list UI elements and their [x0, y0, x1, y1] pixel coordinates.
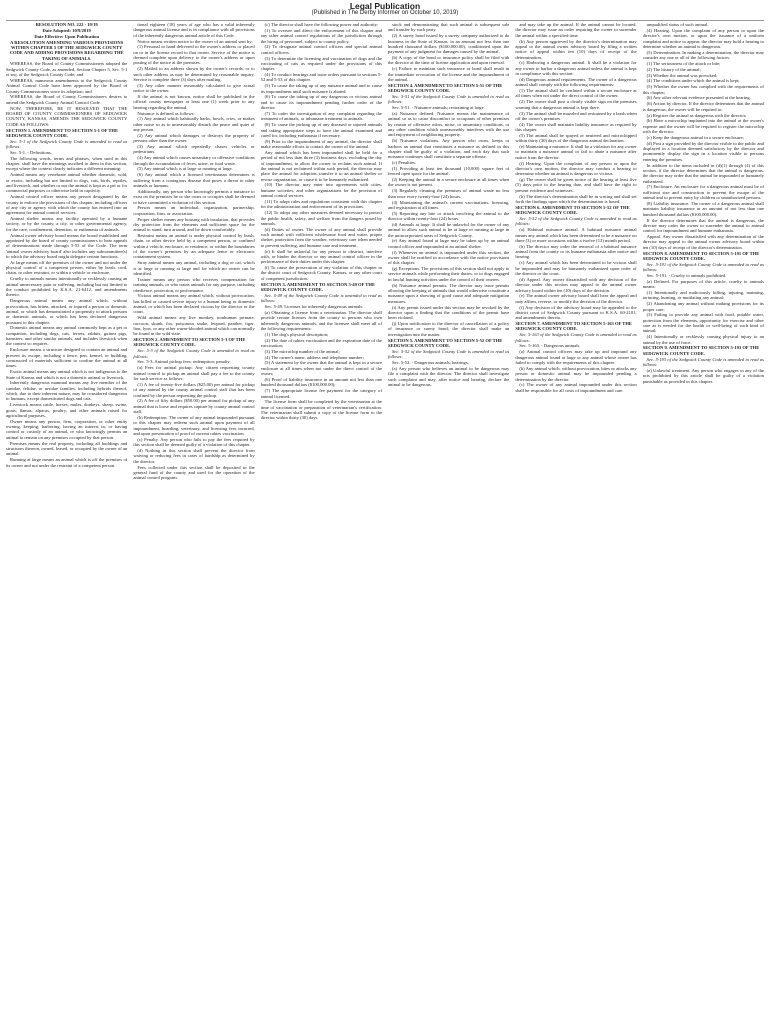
legal-paragraph: Animal control officer means any person designated by the county to enforce the provisions of this chapter, including officers of any city or agency with which the county has entered into an agreement for animal control services.	[6, 194, 128, 216]
legal-paragraph: (a) Nuisance defined. Nuisance means the maintenance of animal so as to cause discomfort to occupants of other premises by reason of offensive odors, noise, or unsanitary conditions, or any other condition which unreasonably interferes with the use and enjoyment of neighboring property.	[387, 111, 510, 138]
legal-paragraph: (9) Prior to the impoundment of any animal, the director shall make reasonable efforts to contact the owner of the animal.	[260, 138, 382, 150]
legal-paragraph: Sec. 5-1 of the Sedgwick County Code is amended to read as follows:	[6, 138, 128, 150]
legal-paragraph: (1) The seriousness of the attack or bite;	[646, 60, 721, 66]
legal-paragraph: (h) Nuisance animal permits. The director may issue permits allowing the keeping of animals that would otherwise constitute a nuisance upon a showing of good cause and adequate mitigation measures.	[387, 282, 510, 304]
legal-paragraph: (b) Have a microchip implanted into the animal at the owner's expense and the owner will be required to register the microchip with the director;	[642, 118, 764, 135]
section-heading: Date Adopted: 10/9/2019	[42, 27, 91, 33]
legal-paragraph: (3) Regularly cleaning the premises of animal waste no less than once every twenty-four (24) hours.	[387, 188, 510, 199]
legal-paragraph: (c) Penalties.	[391, 160, 416, 166]
legal-paragraph: (a) Register the animal as dangerous with the director;	[646, 112, 747, 118]
legal-paragraph: Running at large means an animal which is off the premises of its owner and not under the restraint of a competent person.	[6, 457, 128, 468]
legal-paragraph: (7) Enclosure. An enclosure for a dangerous animal must be of sufficient size and construction to prevent the escape of the animal and to prevent entry by children or unauthorized persons.	[642, 184, 764, 201]
legal-paragraph: (3) To determine the licensing and vaccination of dogs and the vaccinating of cats as required under the provisions of this chapter.	[260, 55, 382, 72]
legal-paragraph: Proper shelter means any housing with insulation, that provides dry protection from the elements and sufficient space for the animal to stand, turn around, and lie down comfortably.	[133, 216, 255, 233]
legal-paragraph: (b) Any person aggrieved by the director's determination may appeal to the animal owner advisory board by filing a written notice of appeal within ten (10) days of receipt of the determination.	[515, 38, 637, 60]
legal-paragraph: tional eighteen (18) years of age who has a valid inherently dangerous animal license and is in compliance with all provisions of the inherently dangerous animal article of this Code.	[133, 22, 255, 38]
legal-paragraph: Sec. 5-51. - Nuisance animals; restraining at large.	[391, 105, 485, 111]
section-heading: RESOLUTION NO. 222 - 19/19	[35, 22, 98, 27]
legal-paragraph: Enclosure means a structure designed to contain an animal and prevent its escape, including a fence, pen, kennel, or building, constructed of materials sufficient to confine the animal at all times.	[6, 347, 128, 369]
legal-paragraph: (d) Appeal. Any owner dissatisfied with any decision of the director under this section may appeal to the animal owner advisory board within ten (10) days of the decision.	[515, 276, 637, 293]
legal-paragraph: (2) Mailed to an address shown by the owner's records, or to such other address as may be determined by reasonable inquiry. Service is complete three (3) days after mailing.	[133, 66, 255, 82]
section-heading: SECTION 4. AMENDMENT TO SECTION 5-51 OF THE SEDGWICK COUNTY CODE.	[387, 82, 503, 94]
legal-paragraph: (h) The director's determination shall be in writing and shall set forth the findings upon which the determination is based.	[515, 193, 637, 204]
legal-paragraph: (3) Any other manner reasonably calculated to give actual notice to the owner.	[133, 82, 255, 94]
legal-paragraph: (10) The director may enter into agreements with cities, humane societies, and other organizations for the provision of animal control services.	[260, 182, 382, 199]
legal-paragraph: (6) Any animal which a licensed veterinarian determines is suffering from a contagious disease that poses a threat to other animals or humans.	[133, 172, 255, 188]
legal-paragraph: (4) The owner shall maintain liability insurance as required by this chapter.	[515, 121, 637, 133]
legal-paragraph: (a) Animal control officers may take up and impound any dangerous animal found at large or any animal whose owner has failed to comply with the requirements of this chapter.	[515, 349, 637, 365]
legal-paragraph: (e) The animal owner advisory board shall hear the appeal and may affirm, reverse, or modify the decision of the director.	[515, 293, 637, 304]
legal-paragraph: (b) Nuisance violations. Any person who owns, keeps or harbors an animal that constitutes a nuisance as defined in this chapter shall be guilty of a violation, and each day that such nuisance continues shall constitute a separate offense.	[387, 138, 510, 160]
legal-paragraph: Sec. 5-3 of the Sedgwick County Code is amended to read as follows:	[133, 348, 255, 359]
legal-paragraph: Appeal. Any owner dissatisfied with any determination of the director may appeal to the animal owner advisory board within ten (10) days of receipt of the director's determination.	[642, 234, 764, 250]
legal-paragraph: (2) A surety bond issued by a surety company authorized to do business in the State of Kansas, in an amount not less than one hundred thousand dollars ($100,000.00), conditioned upon the payment of any judgment for damages caused by the animal.	[387, 33, 510, 55]
legal-paragraph: (1) The animal shall be confined within a secure enclosure at all times when not under the direct control of the owner.	[515, 88, 637, 99]
legal-paragraph: (6) Action by director. If the director determines that the animal is dangerous, the owner will be required to:	[642, 101, 764, 112]
legal-paragraph: WHEREAS, the Board of County Commissioners desires to amend the Sedgwick County Animal Control Code.	[6, 94, 128, 105]
legal-paragraph: Livestock means cattle, horses, mules, donkeys, sheep, swine, goats, llamas, alpacas, poultry, and other animals raised for agricultural purposes.	[6, 402, 128, 418]
legal-paragraph: (1) Any animal which habitually barks, howls, cries, or makes other noise so as to unreasonably disturb the peace and quiet of any person.	[133, 116, 255, 133]
legal-paragraph: Sec. 5-191. - Cruelty to animals prohibited.	[646, 272, 727, 278]
legal-paragraph: (4) To conduct hearings and issue orders pursuant to sections 5-52 and 5-53 of this chapter.	[260, 72, 382, 83]
column-1	[6, 22, 127, 1020]
legal-paragraph: (f) To cause the prosecution of any violation of this chapter in the district court of Sedgwick County, Kansas, or any other court of competent jurisdiction.	[260, 265, 382, 281]
legal-paragraph: (3) The animal shall be muzzled and restrained by a leash when off the owner's premises.	[515, 110, 637, 121]
section-heading: Date Effective: Upon Publication	[34, 33, 99, 39]
legal-paragraph: and may take up the animal. If the animal cannot be located, the director may issue an order requiring the owner to surrender the animal within a specified time.	[515, 22, 637, 38]
legal-paragraph: (a) Defined. For purposes of this article, cruelty to animals means:	[642, 278, 764, 290]
legal-paragraph: (b) A copy of the bond or insurance policy shall be filed with the director at the time of license application and upon renewal.	[387, 55, 510, 66]
column-4	[388, 22, 509, 1020]
legal-paragraph: (1) A fee of twenty-five dollars ($25.00) per animal for pickup of any animal by the county animal control staff that has been confined by the person requesting the pickup.	[133, 381, 255, 398]
legal-paragraph: (c) The director shall have the following power and authority:	[264, 22, 379, 27]
legal-paragraph: (e) Maintaining a nuisance. It shall be a violation for any owner to maintain a nuisance animal or fail to abate a nuisance after notice from the director.	[515, 144, 637, 160]
legal-paragraph: (d) Post a sign provided by the director visible to the public and displayed in a location deemed satisfactory by the director and prominently display the sign in a location visible to persons entering the premises.	[642, 140, 764, 162]
section-heading: SECTION 1. AMENDMENT TO SECTION 5-1 OF THE SEDGWICK COUNTY CODE.	[6, 127, 119, 138]
section-heading: SECTION 6. AMENDMENT TO SECTION 5-52 OF THE SEDGWICK COUNTY CODE.	[515, 204, 630, 216]
legal-paragraph: Additionally, any person who knowingly permits a nuisance to exist on the premises he or she owns or occupies shall be deemed to have committed a violation of this section.	[133, 188, 255, 205]
legal-paragraph: Sec. 5-52 of the Sedgwick County Code is amended to read as follows:	[515, 216, 637, 227]
legal-paragraph: Sec. 5-49 of the Sedgwick County Code is amended to read as follows:	[260, 292, 382, 304]
legal-paragraph: (8) To cause the picking up of any diseased or injured animals and taking appropriate steps to have the animal examined and cared for, including euthanasia if necessary.	[260, 122, 382, 138]
legal-paragraph: WHEREAS, numerous amendments to the Sedgwick County Animal Control Code have been approved by the Board of County Commissioners since its adoption; and	[6, 77, 128, 94]
legal-paragraph: (a) Fees for animal pickup. Any citizen requesting county animal control to pickup an animal shall pay a fee to the county for such service as follows:	[133, 365, 255, 381]
legal-paragraph: Animal shelter means any facility operated by a humane society, or by the county, a city, or other governmental agency, for the care, confinement, detention, or euthanasia of animals.	[6, 216, 128, 232]
legal-paragraph: If the director determines that the animal is dangerous, the director may order the owner to surrender the animal to animal control for impoundment and humane euthanasia.	[642, 217, 764, 234]
legal-paragraph: (a) Unlawful treatment. Any person who engages in any of the acts prohibited by this article shall be guilty of a violation punishable as provided in this chapter.	[642, 367, 764, 384]
legal-paragraph: (3) Failing to provide any animal with food, potable water, protection from the elements, opportunity for exercise and other care as is needed for the health or well-being of such kind of animal;	[642, 312, 764, 334]
legal-paragraph: (5) Reporting any bite or attack involving the animal to the director within twenty-four (24) hours.	[387, 210, 510, 222]
legal-paragraph: (1) Providing at least ten thousand (10,000) square feet of fenced open space for the animal.	[387, 165, 510, 177]
legal-paragraph: Person means an individual, organization, partnership, corporation, firm, or association.	[133, 205, 255, 216]
legal-paragraph: (d) Animals at large. It shall be unlawful for the owner of any animal to allow such animal to be at large or running at large in the unincorporated areas of Sedgwick County.	[387, 221, 510, 238]
section-heading: SECTION 9. AMENDMENT TO SECTION 5-193 OF THE SEDGWICK COUNTY CODE.	[642, 345, 760, 356]
legal-paragraph: (3) Whether the animal was provoked;	[646, 72, 718, 78]
legal-paragraph: (4) Hearing. Upon the complaint of any person or upon the director's own motion, or upon the issuance of a uniform complaint and notice to appear, the director may hold a hearing to determine whether an animal is dangerous.	[642, 27, 764, 49]
legal-paragraph: (5) To cause the taking up of any nuisance animal and to cause its impoundment until such nuisance is abated.	[260, 83, 382, 94]
legal-paragraph: Trainer means any person who receives compensation for training animals, or who trains animals for any purpose, including obedience, protection, or performance.	[133, 276, 255, 293]
legal-paragraph: (6) Proof of liability insurance in an amount not less than one hundred thousand dollars ($100,000.00);	[260, 377, 382, 388]
legal-paragraph: (4) Any animal which causes unsanitary or offensive conditions through the accumulation of feces, urine, or food waste.	[133, 155, 255, 166]
legal-paragraph: Sec. 5-49. Licenses for inherently dangerous animals.	[264, 304, 364, 310]
legal-paragraph: Owner means any person, firm, corporation, or other entity owning, keeping, harboring, having an interest in, or having control or custody of an animal, or who knowingly permits an animal to remain on any premises occupied by that person.	[6, 418, 128, 440]
text-columns	[6, 22, 764, 1020]
legal-paragraph: (c) Any animal which has been determined to be vicious shall be impounded and may be humanely euthanized upon order of the director or the court.	[515, 260, 637, 276]
legal-paragraph: Inherently dangerous mammal means any live member of the canidae, felidae, or ursidae families, including hybrids thereof, which, due to their inherent nature, may be considered dangerous to humans, except domesticated dogs and cats.	[6, 380, 128, 402]
legal-paragraph: Notice means written notice to the owner of an animal sent by:	[137, 38, 253, 44]
legal-paragraph: (5) Any animal which is at large or running at large.	[137, 166, 233, 172]
legal-paragraph: (b) Any animal which, without provocation, bites or attacks any person or domestic animal may be impounded pending a determination by the director.	[515, 365, 637, 382]
legal-paragraph: (5) Determination. In making a determination, the director may consider any one or all of the following factors:	[642, 49, 764, 61]
legal-paragraph: Restraint means an animal is under physical control by leash, chain, or other device held by a competent person, or confined within a vehicle, enclosure, or residence, or within the boundaries of the owner's premises by an adequate fence or electronic containment system.	[133, 233, 255, 260]
legal-paragraph: (7) To order the investigation of any complaint regarding the treatment of animals, or inhumane treatment to animals.	[260, 111, 382, 122]
legal-paragraph: (8) Liability insurance. The owner of a dangerous animal shall maintain liability insurance in an amount of not less than one hundred thousand dollars ($100,000.00).	[642, 201, 764, 217]
section-heading: A RESOLUTION AMENDING VARIOUS PROVISIONS WITHIN CHAPTER 5 OF THE SEDGWICK COUNTY CODE AND ADDING PROVISIONS REGARDING THE TAKING OF ANIMALS.	[9, 39, 124, 61]
legal-paragraph: Sec. 5-191 of the Sedgwick County Code is amended to read as follows:	[642, 261, 764, 273]
legal-paragraph: (2) Abandoning any animal without making provisions for its proper care;	[642, 301, 764, 312]
legal-paragraph: (12) To adopt any other measures deemed necessary to protect the public health, safety, and welfare from the dangers posed by animals.	[260, 210, 382, 226]
legal-paragraph: (5) A statement by the owner that the animal is kept in a secure enclosure at all times when not under the direct control of the owner;	[260, 360, 382, 377]
section-heading: SECTION 7. AMENDMENT TO SECTION 5-163 OF THE SEDGWICK COUNTY CODE.	[515, 321, 632, 332]
legal-paragraph: (1) Intentionally and maliciously killing, injuring, maiming, torturing, burning, or mutilating any animal;	[642, 290, 764, 301]
legal-paragraph: (b) Redemption. The owner of any animal impounded pursuant to this chapter may redeem such animal upon payment of all impoundment, boarding, veterinary, and licensing fees incurred, and upon presentation of proof of current rabies vaccination.	[133, 414, 255, 436]
section-heading: SECTION 2. AMENDMENT TO SECTION 5-3 OF THE SEDGWICK COUNTY CODE.	[133, 337, 246, 348]
legal-paragraph: (4) Maintaining the animal's current vaccinations, licensing, and registration at all times.	[387, 199, 510, 210]
publication-header	[6, 0, 764, 21]
legal-paragraph: (c) Penalty. Any person who fails to pay the fees required by this section shall be deemed guilty of a violation of this chapter.	[133, 436, 255, 448]
legal-paragraph: (g) Exceptions. The provisions of this section shall not apply to service animals while performing their duties, or to dogs engaged in lawful hunting activities under the control of their owners.	[387, 266, 510, 282]
legal-paragraph: Domestic animal means any animal commonly kept as a pet or companion, including dogs, cats, ferrets, rabbits, guinea pigs, hamsters, and other similar animals, and includes livestock when the context so requires.	[6, 325, 128, 347]
legal-paragraph: Premises means the real property, including all buildings and structures thereon, owned, leased, or occupied by the owner of an animal.	[6, 440, 128, 457]
legal-paragraph: Animal owner advisory board means the board established and appointed by the board of county commissioners to hear appeals of determinations made through 5-55 of the Code. The term 'animal owner advisory board' also includes any subcommittee(s) to which the advisory board might delegate certain functions.	[6, 232, 128, 259]
legal-paragraph: (2) The owner shall post a clearly visible sign on the premises warning that a dangerous animal is kept there.	[515, 99, 637, 110]
column-5	[515, 22, 636, 1020]
legal-paragraph: (f) Hearing. Upon the complaint of any person or upon the director's own motion, the director may conduct a hearing to determine whether an animal is dangerous or vicious.	[515, 160, 637, 177]
legal-paragraph: (5) The animal shall be spayed or neutered and microchipped within thirty (30) days of the dangerous animal declaration.	[515, 132, 637, 144]
legal-paragraph: WHEREAS, the Board of County Commissioners adopted the Sedgwick County Code, as amended, Section Chapter 5, Sec. 5-1 et seq. of the Sedgwick County Code; and	[6, 61, 128, 78]
legal-paragraph: Wild animal means any live monkey, nonhuman primate, raccoon, skunk, fox, poisonous snake, leopard, panther, tiger, lion, lynx, or any other warm-blooded animal which can normally be found in the wild state.	[133, 315, 255, 337]
legal-paragraph: (4) Intentionally or recklessly causing physical injury to an animal by the use of force.	[642, 334, 764, 345]
legal-paragraph: Sec. 5-163. - Dangerous animals.	[519, 343, 581, 349]
legal-paragraph: Exotic animal means any animal which is not indigenous to the State of Kansas and which is not a domestic animal or livestock.	[6, 369, 128, 380]
legal-paragraph: (11) To adopt rules and regulations consistent with this chapter for the administration and enforcement of its provisions.	[260, 199, 382, 210]
column-2	[133, 22, 254, 1020]
legal-paragraph: (b) The director may order the removal of a habitual nuisance animal from the county or its humane euthanasia after notice and hearing.	[515, 243, 637, 260]
legal-paragraph: Sec. 5-3. Animal pickup fees; redemption; penalty.	[137, 359, 231, 365]
legal-paragraph: (2) The history of the animal;	[646, 66, 701, 72]
legal-paragraph: (a) Habitual nuisance animal. A habitual nuisance animal means any animal which has been determined to be a nuisance on three (3) or more occasions within a twelve (12) month period.	[515, 227, 637, 243]
legal-paragraph: (e) Any animal found at large may be taken up by an animal control officer and impounded at an animal shelter.	[387, 238, 510, 249]
legal-paragraph: (a) Any person who believes an animal to be dangerous may file a complaint with the director. The director shall investigate such complaint and may, after notice and hearing, declare the animal to be dangerous.	[387, 365, 510, 387]
legal-paragraph: Fees collected under this section shall be deposited in the general fund of the county and used for the operation of the animal control program.	[133, 464, 255, 481]
legal-paragraph: (6) Any other relevant evidence presented at the hearing.	[646, 95, 751, 101]
legal-paragraph: The following words, terms and phrases, when used in this chapter, shall have the meanings ascribed to them in this section, except where the context clearly indicates a different meaning:	[6, 155, 128, 172]
legal-paragraph: (3) The microchip number of the animal;	[264, 348, 340, 354]
publication-subtitle: (Published in The Derby Informer on October 10, 2019)	[311, 10, 459, 16]
legal-paragraph: (c) Failure to maintain such insurance or bond shall result in the immediate revocation of the license and the impoundment of the animal.	[387, 66, 510, 82]
legal-paragraph: (g) The owner shall be given notice of the hearing at least five (5) days prior to the hearing date, and shall have the right to present evidence and witnesses.	[515, 177, 637, 193]
legal-paragraph: Sec. 5-52. - Dangerous animals; hearings.	[391, 359, 469, 365]
legal-paragraph: Sec. 5-51 of the Sedgwick County Code is amended to read as follows:	[387, 93, 510, 105]
legal-paragraph: Sec. 5-163 of the Sedgwick County Code is amended to read as follows:	[515, 332, 637, 343]
legal-paragraph: (f) Any decision of the advisory board may be appealed to the district court of Sedgwick County pursuant to K.S.A. 60-2101, and amendments thereto.	[515, 304, 637, 321]
legal-paragraph: NOW, THEREFORE, BE IT RESOLVED THAT THE BOARD OF COUNTY COMMISSIONERS OF SEDGWICK COUNTY, KANSAS, AMENDS THE SEDGWICK COUNTY CODE AS FOLLOWS:	[6, 105, 128, 127]
legal-paragraph: (1) The dog's physical description;	[264, 331, 329, 337]
legal-paragraph: If the animal is not known, notice shall be published in the official county newspaper at least one (1) week prior to any hearing regarding the animal.	[133, 93, 255, 110]
legal-paragraph: (2) Any animal which damages or destroys the property of persons other than the owner.	[133, 132, 255, 144]
legal-paragraph: Nuisance is defined as follows:	[137, 110, 195, 116]
legal-paragraph: Sec. 5-1. - Definitions.	[10, 149, 52, 155]
legal-paragraph: (i) Any permit issued under this section may be revoked by the director upon a finding that the conditions of the permit have been violated.	[387, 304, 510, 321]
legal-paragraph: The license form shall be completed by the veterinarian at the time of vaccination or preparation of veterinarian's certification. The veterinarian shall submit a copy of the license form to the director within thirty (30) days.	[260, 399, 382, 421]
legal-paragraph: Any animal which has been impounded shall be held for a period of not less than three (3) business days, excluding the day of impoundment, to allow the owner to reclaim such animal. If the animal is not reclaimed within such period, the director may place the animal for adoption, transfer it to an animal shelter or rescue organization, or cause it to be humanely euthanized.	[260, 149, 382, 182]
section-heading: SECTION 5. AMENDMENT TO SECTION 5-52 OF THE SEDGWICK COUNTY CODE.	[387, 337, 503, 348]
legal-paragraph: (2) To designate animal control officers and special animal control officers.	[260, 44, 382, 55]
legal-paragraph: (3) Any animal which repeatedly chases vehicles or pedestrians.	[133, 144, 255, 155]
legal-paragraph: (7) The appropriate license fee payment for the category of animal licensed.	[260, 388, 382, 399]
legal-paragraph: Dangerous animal means any animal which, without provocation, has bitten, attacked, or injured a person or domestic animal, or which has demonstrated a propensity to attack persons or domestic animals, or which has been declared dangerous pursuant to this chapter.	[6, 298, 128, 325]
legal-paragraph: Sec. 5-52 of the Sedgwick County Code is amended to read as follows:	[387, 348, 510, 360]
legal-paragraph: (4) The conditions under which the animal is kept;	[646, 78, 740, 84]
legal-paragraph: Animal means any vertebrate animal whether domestic, wild, or exotic, including but not limited to dogs, cats, birds, reptiles, and livestock, and whether or not the animal is kept as a pet or for commercial purposes or otherwise held in captivity.	[6, 172, 128, 194]
legal-paragraph: (c) Keep the dangerous animal in a secure enclosure;	[646, 134, 744, 140]
legal-paragraph: (e) It shall be unlawful for any person to obstruct, interfere with, or hinder the director or any animal control officer in the performance of their duties under this chapter.	[260, 248, 382, 265]
legal-paragraph: At large means off the premises of the owner and not under the physical control of a competent person, either by leash, cord, chain, or other restraint, or within a vehicle or enclosure.	[6, 259, 128, 276]
legal-paragraph: (1) Personal or hand delivered to the owner's address or placed on or in the license record to that owner. Service of the notice is deemed complete upon delivery to the owner's address or upon posting of the notice at the premises.	[133, 44, 255, 66]
legal-paragraph: In addition to the items included in (d)(1) through (4) of this section, if the director determines that the animal is dangerous, the director may order that the animal be impounded or humanely euthanized.	[642, 162, 764, 184]
legal-paragraph: (2) Keeping the animal in a secure enclosure at all times when the owner is not present.	[387, 177, 510, 188]
legal-paragraph: (c) Harboring a dangerous animal. It shall be a violation for any owner to harbor a dangerous animal unless the animal is kept in compliance with this section.	[515, 60, 637, 77]
column-6	[643, 22, 764, 1020]
column-3	[261, 22, 382, 1020]
legal-paragraph: (j) Upon notification to the director of cancellation of a policy of insurance or surety bond, the director shall make an investigation into the matter.	[387, 321, 510, 337]
legal-paragraph: (2) The date of rabies vaccination and the expiration date of the vaccination;	[260, 337, 382, 348]
legal-paragraph: Vicious animal means any animal which, without provocation, has killed or caused severe injury to a human being or domestic animal, or which has been declared vicious by the director or the court.	[133, 293, 255, 315]
legal-paragraph: (5) Whether the owner has complied with the requirements of this chapter;	[642, 84, 764, 95]
legal-paragraph: Stray animal means any animal, including a dog or cat, which is at large or running at large and for which no owner can be identified.	[133, 260, 255, 276]
legal-paragraph: (1) To oversee and direct the enforcement of this chapter and any other animal control regulations of the jurisdiction through the hiring of personnel, subject to county policy.	[260, 27, 382, 44]
legal-paragraph: Sec. 5-193 of the Sedgwick County Code is amended to read as follows:	[642, 356, 764, 367]
publication-title: Legal Publication	[349, 1, 421, 11]
section-heading: SECTION 8. AMENDMENT TO SECTION 5-191 OF THE SEDGWICK COUNTY CODE.	[642, 250, 760, 261]
legal-paragraph: (6) To cause the taking up of any dangerous or vicious animal and to cause its impoundment pending further order of the director.	[260, 94, 382, 111]
legal-paragraph: (c) The owner of any animal impounded under this section shall be responsible for all costs of impoundment and care.	[515, 382, 637, 393]
legal-paragraph: (2) A fee of fifty dollars ($50.00) per animal for pickup of any animal that is loose and requires capture by county animal control staff.	[133, 398, 255, 415]
legal-paragraph: stock and demonstrating that such animal is subsequent sale and transfer by such party.	[387, 22, 510, 33]
legal-paragraph: (d) Nothing in this section shall prevent the director from waiving or reducing fees in cases of hardship as determined by the director.	[133, 447, 255, 464]
legal-paragraph: unqualified status of such animal.	[646, 22, 709, 27]
legal-paragraph: (a) Obtaining a license from a veterinarian. The director shall provide certain licenses from the county to persons who own inherently dangerous animals, and the licensee shall meet all of the following requirements:	[260, 309, 382, 331]
legal-paragraph: (d) Dangerous animal requirements. The owner of a dangerous animal shall comply with the following requirements:	[515, 76, 637, 88]
section-heading: SECTION 3. AMENDMENT TO SECTION 5-49 OF THE SEDGWICK COUNTY CODE.	[260, 281, 376, 292]
legal-paragraph: (f) Whenever an animal is impounded under this section, the owner shall be notified in accordance with the notice provisions of this chapter.	[387, 249, 510, 266]
legal-paragraph: (4) The owner's name, address and telephone number;	[264, 354, 364, 360]
newspaper-page	[6, 0, 764, 1024]
legal-paragraph: (d) Duties of owner. The owner of any animal shall provide such animal with sufficient wholesome food and water, proper shelter, protection from the weather, veterinary care when needed to prevent suffering, and humane care and treatment.	[260, 226, 382, 248]
legal-paragraph: Cruelty to animals means intentionally or recklessly causing an animal unnecessary pain or suffering, including but not limited to the conduct prohibited by K.S.A. 21-6412, and amendments thereto.	[6, 276, 128, 298]
